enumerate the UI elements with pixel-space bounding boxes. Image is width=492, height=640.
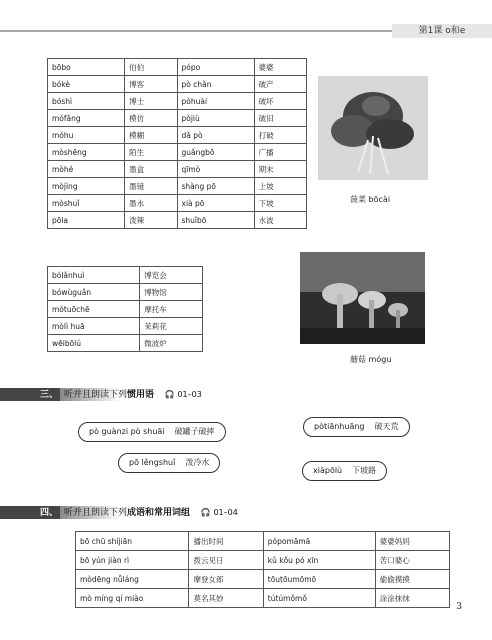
chinese-cell: 摩托车 xyxy=(140,301,203,318)
section-4-number: 四、 xyxy=(40,508,59,518)
idiom-bubble xyxy=(118,453,220,473)
pinyin-cell: mòshuǐ xyxy=(48,195,125,212)
mushroom-caption xyxy=(350,354,391,365)
table-row xyxy=(48,76,307,93)
pinyin-cell: móhu xyxy=(48,127,125,144)
chinese-cell: 婆婆妈妈 xyxy=(375,532,449,551)
lesson-label: 第1课 o和e xyxy=(392,24,492,38)
chinese-cell: 莫名其妙 xyxy=(189,589,263,608)
audio-track-4[interactable] xyxy=(201,508,238,517)
section-3-title-text: 听并且朗读下列 xyxy=(64,390,128,400)
spinach-icon xyxy=(318,76,428,180)
chinese-cell: 上坡 xyxy=(254,178,306,195)
pinyin-cell: mòjìng xyxy=(48,178,125,195)
chinese-cell: 茉莉花 xyxy=(140,318,203,335)
section-4-title-highlight: 成语和常用词组 xyxy=(127,508,191,518)
idiom-chinese: 下坡路 xyxy=(352,466,377,475)
table-row xyxy=(48,59,307,76)
idiom-pinyin: pòtiānhuāng xyxy=(314,422,365,431)
spinach-caption xyxy=(350,194,390,205)
table-row xyxy=(48,335,203,352)
audio-track-4-label: 01–04 xyxy=(213,508,238,517)
chinese-cell: 涂涂抹抹 xyxy=(375,589,449,608)
table-row xyxy=(48,127,307,144)
pinyin-cell: bō yún jiàn rì xyxy=(76,551,189,570)
idiom-pinyin: pō lěngshuǐ xyxy=(129,458,176,467)
pinyin-cell: tōutōumōmō xyxy=(263,570,375,589)
spinach-caption-pinyin: bōcài xyxy=(368,195,391,204)
chinese-cell: 打破 xyxy=(254,127,306,144)
pinyin-cell: mófǎng xyxy=(48,110,125,127)
chinese-cell: 拨云见日 xyxy=(189,551,263,570)
pinyin-cell: bō chū shíjiān xyxy=(76,532,189,551)
chinese-cell: 摩登女郎 xyxy=(189,570,263,589)
chinese-cell: 破坏 xyxy=(254,93,306,110)
chinese-cell: 墨水 xyxy=(125,195,177,212)
pinyin-cell: dǎ pò xyxy=(177,127,254,144)
chinese-cell: 博物馆 xyxy=(140,284,203,301)
pinyin-cell: mòdēng nǚláng xyxy=(76,570,189,589)
headphones-icon: 🎧 xyxy=(200,508,211,517)
chinese-cell: 偷偷摸摸 xyxy=(375,570,449,589)
section-4-title xyxy=(40,506,238,520)
chinese-cell: 期末 xyxy=(254,161,306,178)
pinyin-cell: shàng pō xyxy=(177,178,254,195)
pinyin-cell: wēibōlú xyxy=(48,335,140,352)
chinese-cell: 广播 xyxy=(254,144,306,161)
chinese-cell: 模仿 xyxy=(125,110,177,127)
pinyin-cell: bówùguǎn xyxy=(48,284,140,301)
chinese-cell: 破产 xyxy=(254,76,306,93)
pinyin-cell: pòhuài xyxy=(177,93,254,110)
pinyin-cell: mòshēng xyxy=(48,144,125,161)
mushroom-caption-pinyin: mógu xyxy=(368,355,392,364)
section-4-title-text: 听并且朗读下列 xyxy=(64,508,128,518)
chinese-cell: 伯伯 xyxy=(125,59,177,76)
chinese-cell: 下坡 xyxy=(254,195,306,212)
pinyin-cell: pò chǎn xyxy=(177,76,254,93)
chinese-cell: 水波 xyxy=(254,212,306,229)
pinyin-cell: mótuōchē xyxy=(48,301,140,318)
mushroom-caption-cn: 蘑菇 xyxy=(350,355,366,364)
section-3-title-highlight: 惯用语 xyxy=(127,390,155,400)
chinese-cell: 微波炉 xyxy=(140,335,203,352)
chinese-cell: 播出时间 xyxy=(189,532,263,551)
pinyin-cell: mòlì huā xyxy=(48,318,140,335)
pinyin-cell: guǎngbō xyxy=(177,144,254,161)
pinyin-cell: qīmò xyxy=(177,161,254,178)
pinyin-cell: pòjiù xyxy=(177,110,254,127)
pinyin-cell: mò míng qí miào xyxy=(76,589,189,608)
pinyin-cell: mòhé xyxy=(48,161,125,178)
pinyin-cell: bólǎnhuì xyxy=(48,267,140,284)
idiom-pinyin: xiàpōlù xyxy=(313,466,343,475)
idiom-pinyin: pò guànzi pò shuāi xyxy=(89,427,165,436)
chinese-cell: 墨镜 xyxy=(125,178,177,195)
idiom-chinese: 破罐子破摔 xyxy=(174,427,215,436)
idiom-bubble xyxy=(303,417,410,437)
section-3-title xyxy=(40,388,202,402)
table-row xyxy=(48,93,307,110)
chinese-cell: 墨盒 xyxy=(125,161,177,178)
table-row xyxy=(48,318,203,335)
vocab-table-idioms xyxy=(75,531,450,608)
chinese-cell: 破旧 xyxy=(254,110,306,127)
vocab-table-words xyxy=(47,58,307,229)
table-row xyxy=(48,144,307,161)
table-row xyxy=(48,284,203,301)
chinese-cell: 博士 xyxy=(125,93,177,110)
spinach-caption-cn: 菠菜 xyxy=(350,195,366,204)
pinyin-cell: bōbo xyxy=(48,59,125,76)
idiom-chinese: 泼冷水 xyxy=(185,458,210,467)
idiom-bubble xyxy=(78,422,226,442)
audio-track-3[interactable] xyxy=(165,390,202,399)
table-row xyxy=(76,589,450,608)
pinyin-cell: pópo xyxy=(177,59,254,76)
table-row xyxy=(76,551,450,570)
table-row xyxy=(48,195,307,212)
table-row xyxy=(48,178,307,195)
pinyin-cell: bókè xyxy=(48,76,125,93)
pinyin-cell: xià pō xyxy=(177,195,254,212)
table-row xyxy=(48,301,203,318)
page-number: 3 xyxy=(456,602,462,612)
pinyin-cell: bóshì xyxy=(48,93,125,110)
headphones-icon: 🎧 xyxy=(164,390,175,399)
pinyin-cell: pōla xyxy=(48,212,125,229)
chinese-cell: 博览会 xyxy=(140,267,203,284)
idiom-bubble xyxy=(302,461,387,481)
chinese-cell: 陌生 xyxy=(125,144,177,161)
vocab-table-compounds xyxy=(47,266,203,352)
table-row xyxy=(48,110,307,127)
chinese-cell: 苦口婆心 xyxy=(375,551,449,570)
pinyin-cell: shuǐbō xyxy=(177,212,254,229)
chinese-cell: 模糊 xyxy=(125,127,177,144)
chinese-cell: 婆婆 xyxy=(254,59,306,76)
table-row xyxy=(48,161,307,178)
chinese-cell: 泼辣 xyxy=(125,212,177,229)
idiom-chinese: 破天荒 xyxy=(374,422,399,431)
pinyin-cell: tútúmǒmǒ xyxy=(263,589,375,608)
pinyin-cell: pópomāmā xyxy=(263,532,375,551)
audio-track-3-label: 01–03 xyxy=(177,390,202,399)
table-row xyxy=(48,267,203,284)
mushroom-icon xyxy=(300,252,425,344)
table-row xyxy=(76,532,450,551)
section-3-number: 三、 xyxy=(40,390,59,400)
pinyin-cell: kǔ kǒu pó xīn xyxy=(263,551,375,570)
table-row xyxy=(76,570,450,589)
chinese-cell: 博客 xyxy=(125,76,177,93)
table-row xyxy=(48,212,307,229)
